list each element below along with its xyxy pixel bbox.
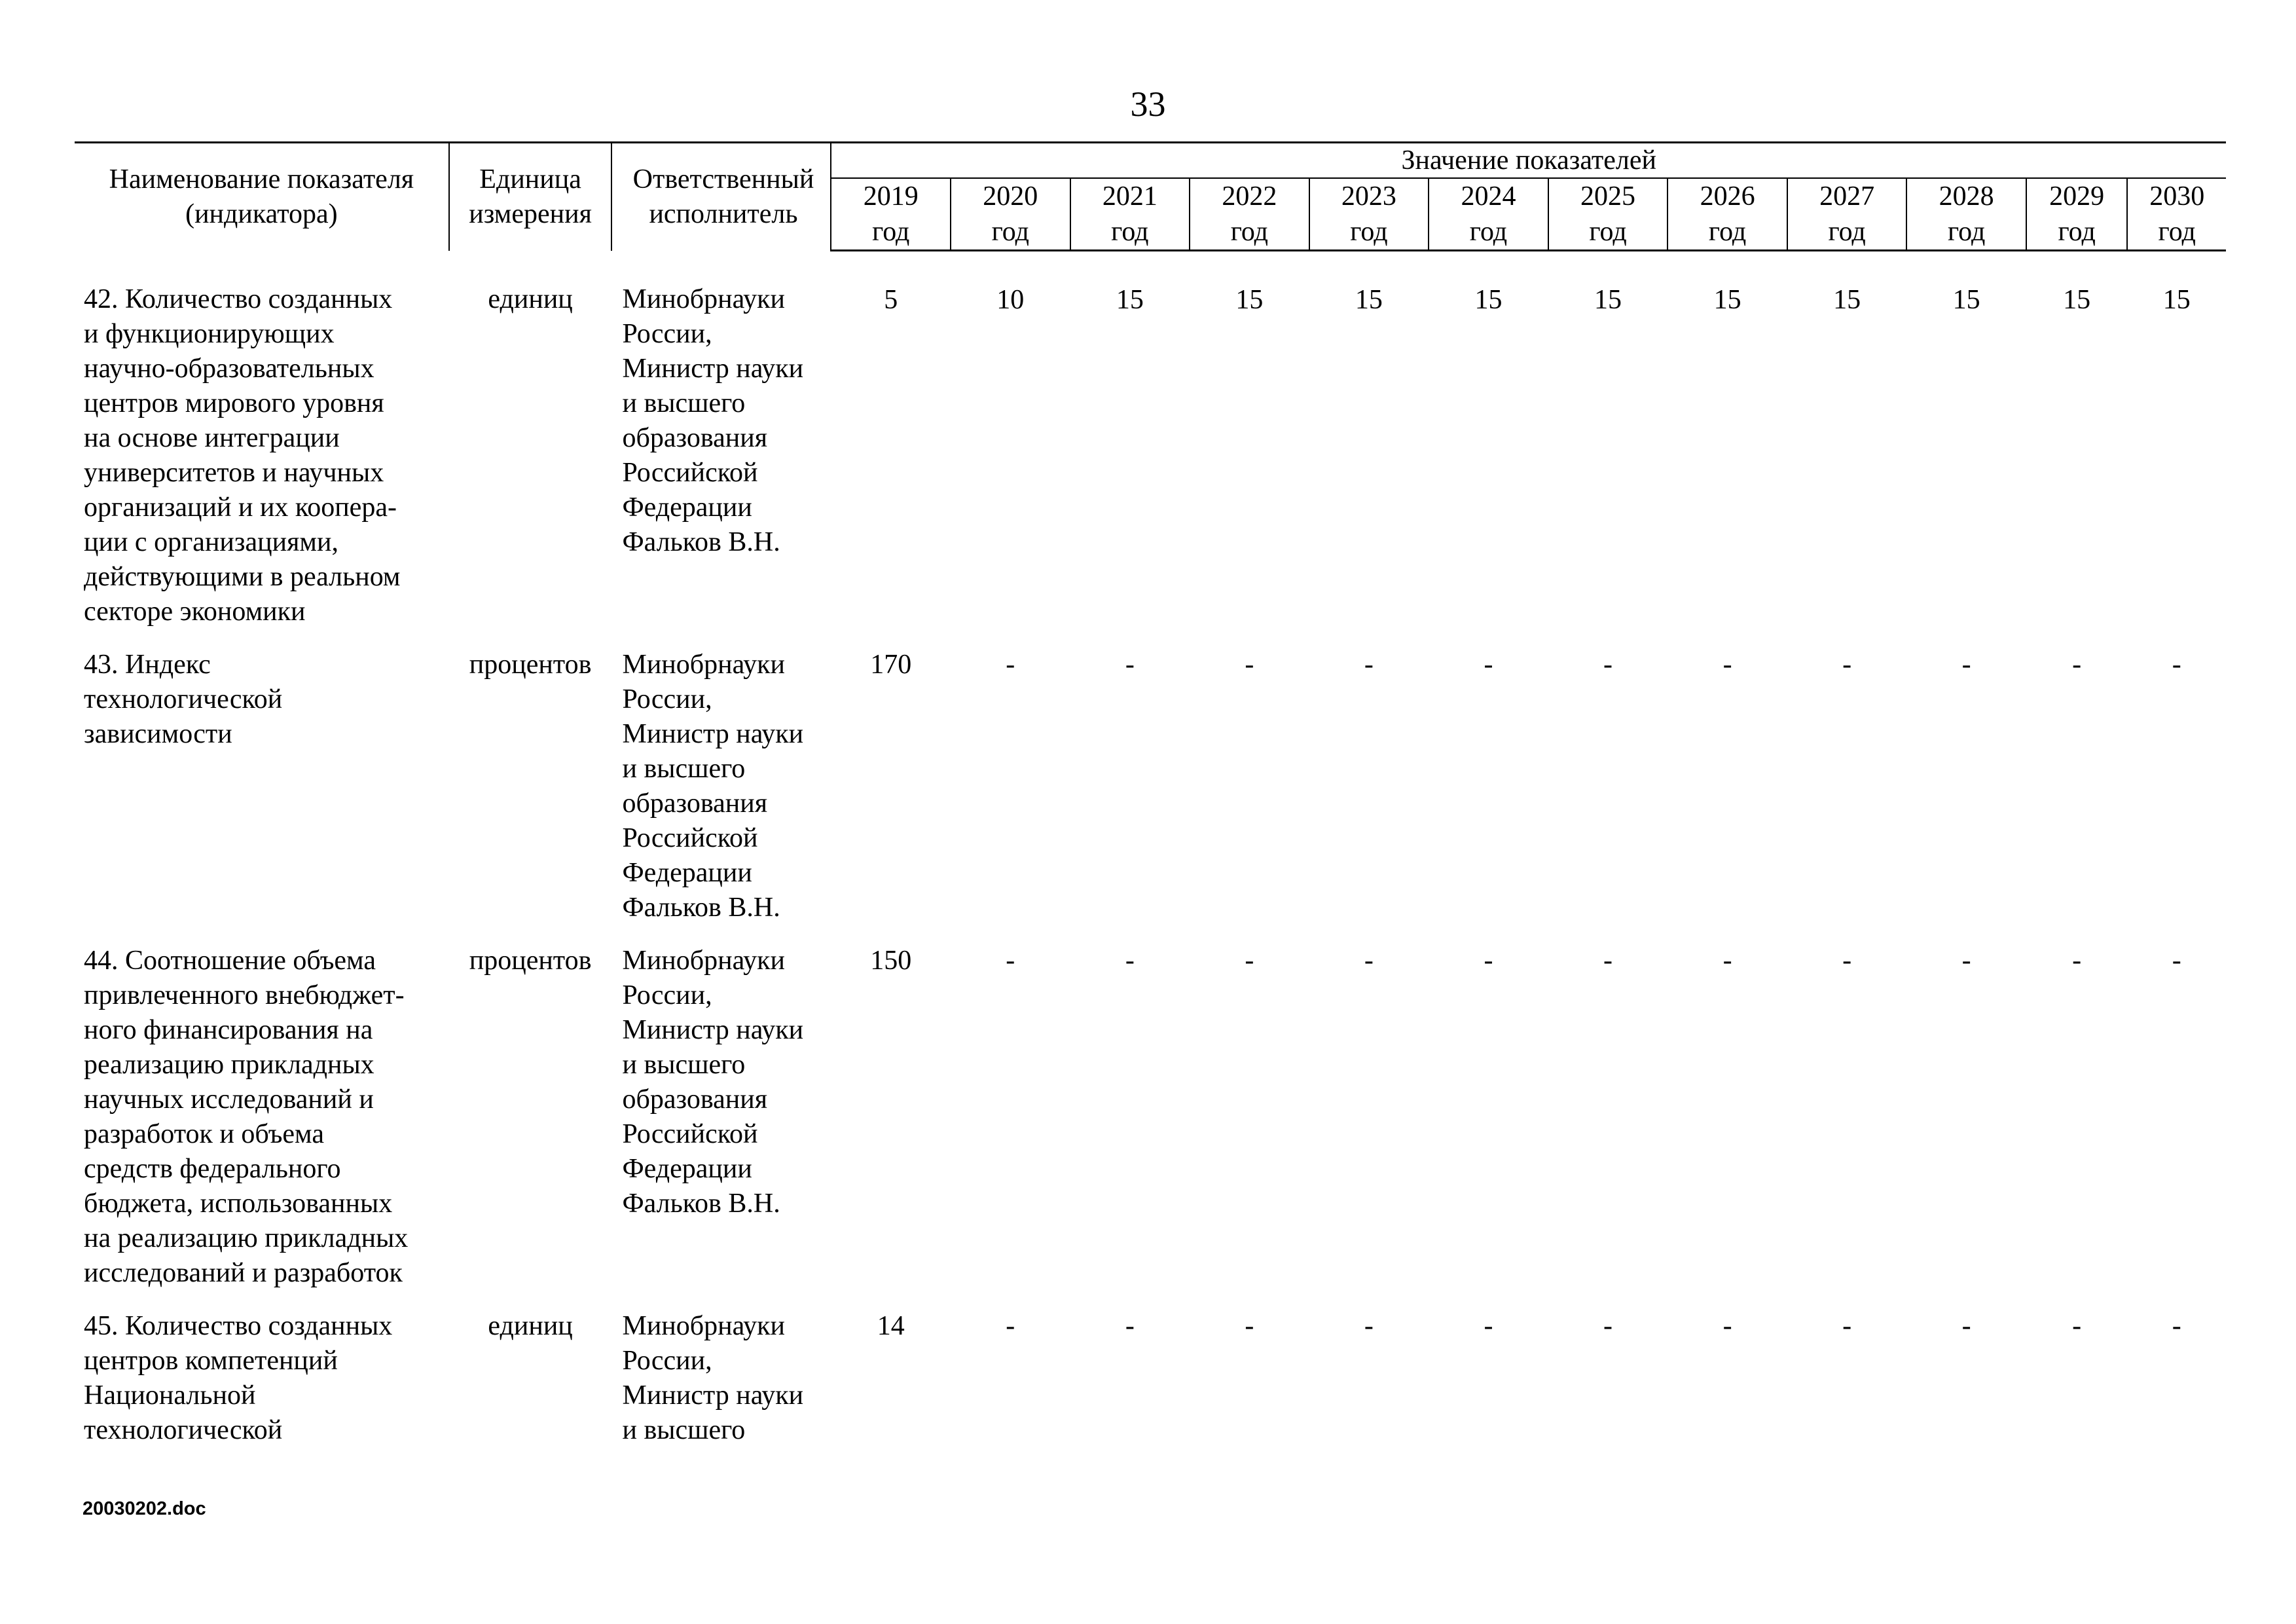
- indicator-name-line: технологической: [84, 1414, 283, 1445]
- header-year-suffix: год: [1469, 217, 1508, 247]
- header-year-number: 2020: [983, 181, 1038, 212]
- indicator-executor-line: и высшего: [622, 1414, 746, 1445]
- indicator-name-line: 44. Соотношение объема: [84, 945, 376, 976]
- indicator-value: 15: [1235, 285, 1264, 315]
- indicator-name-line: зависимости: [84, 718, 232, 749]
- indicator-name-line: научных исследований и: [84, 1084, 374, 1115]
- indicator-value: -: [2072, 649, 2082, 680]
- indicator-value: 15: [1713, 285, 1741, 315]
- header-year-suffix: год: [1230, 217, 1269, 247]
- header-year-suffix: год: [1589, 217, 1627, 247]
- indicator-value: -: [1364, 1310, 1374, 1341]
- indicator-value: 14: [877, 1310, 905, 1341]
- indicator-name-line: 45. Количество созданных: [84, 1310, 393, 1341]
- header-year-number: 2019: [863, 181, 919, 212]
- indicator-value: -: [1722, 945, 1732, 976]
- indicator-value: 15: [2063, 285, 2091, 315]
- table-row: [75, 648, 2226, 944]
- indicator-name-line: научно-образовательных: [84, 353, 374, 384]
- header-year: [2127, 178, 2226, 251]
- indicator-value: -: [2072, 945, 2082, 976]
- indicator-unit: единиц: [488, 284, 573, 314]
- table-row: [75, 1309, 2226, 1466]
- indicator-executor: [611, 251, 831, 648]
- indicator-name-line: и функционирующих: [84, 318, 335, 349]
- indicators-table: [75, 141, 2226, 1466]
- indicator-unit: единиц: [488, 1310, 573, 1341]
- indicator-value: -: [1842, 649, 1852, 680]
- indicator-value: -: [2172, 1310, 2181, 1341]
- header-year-suffix: год: [1350, 217, 1388, 247]
- indicator-name-line: действующими в реальном: [84, 561, 401, 592]
- indicator-executor-line: образования: [622, 422, 768, 453]
- indicator-name-line: бюджета, использованных: [84, 1188, 393, 1219]
- indicator-name-line: секторе экономики: [84, 596, 306, 627]
- indicator-value: 150: [870, 945, 912, 976]
- indicator-executor-line: Министр науки: [622, 1014, 804, 1045]
- table-row: [75, 944, 2226, 1309]
- indicator-executor-line: Минобрнауки: [622, 649, 786, 680]
- indicator-executor-line: Федерации: [622, 492, 752, 523]
- indicator-unit: процентов: [469, 649, 592, 680]
- indicator-value: -: [1484, 1310, 1493, 1341]
- indicator-name-line: исследований и разработок: [84, 1257, 403, 1288]
- indicator-name-line: ции с организациями,: [84, 526, 338, 557]
- indicator-value: -: [2172, 945, 2181, 976]
- indicator-value: 15: [1833, 285, 1861, 315]
- indicator-value: 15: [1474, 285, 1503, 315]
- indicator-executor-line: Минобрнауки: [622, 284, 786, 314]
- indicator-name-line: на основе интеграции: [84, 422, 340, 453]
- indicator-executor-line: Министр науки: [622, 353, 804, 384]
- indicator-value: -: [2072, 1310, 2082, 1341]
- indicator-executor-line: и высшего: [622, 388, 746, 418]
- indicator-value: 15: [2162, 285, 2191, 315]
- header-year: [1429, 178, 1548, 251]
- header-year-suffix: год: [872, 217, 910, 247]
- header-year: [2026, 178, 2127, 251]
- indicator-executor: [611, 944, 831, 1309]
- indicator-value: 10: [996, 285, 1025, 315]
- indicator-value: -: [1722, 649, 1732, 680]
- indicator-value: -: [1603, 945, 1613, 976]
- indicator-value: -: [1125, 649, 1135, 680]
- indicator-value: -: [1245, 649, 1254, 680]
- indicator-executor-line: Минобрнауки: [622, 1310, 786, 1341]
- indicator-executor-line: России,: [622, 1345, 712, 1376]
- indicator-value: -: [1484, 649, 1493, 680]
- header-year-number: 2023: [1341, 181, 1396, 212]
- indicator-executor-line: Фальков В.Н.: [622, 526, 780, 557]
- indicator-value: 15: [1594, 285, 1622, 315]
- indicator-value: -: [1364, 649, 1374, 680]
- indicator-name-line: центров компетенций: [84, 1345, 338, 1376]
- indicator-value: -: [1125, 945, 1135, 976]
- header-year-number: 2027: [1819, 181, 1875, 212]
- indicator-value: -: [1842, 945, 1852, 976]
- indicator-value: -: [1125, 1310, 1135, 1341]
- footer-file-name: 20030202.doc: [82, 1498, 206, 1519]
- indicator-executor: [611, 648, 831, 944]
- header-year-suffix: год: [2058, 217, 2096, 247]
- indicator-name-line: средств федерального: [84, 1153, 341, 1184]
- indicator-name: [75, 1309, 449, 1466]
- indicator-value: -: [1245, 945, 1254, 976]
- header-year: [951, 178, 1070, 251]
- header-year: [1309, 178, 1429, 251]
- indicator-name-line: реализацию прикладных: [84, 1049, 374, 1080]
- header-year: [1548, 178, 1668, 251]
- indicator-executor-line: России,: [622, 318, 712, 349]
- indicator-value: -: [1245, 1310, 1254, 1341]
- indicator-unit: процентов: [469, 945, 592, 976]
- header-year-number: 2026: [1700, 181, 1755, 212]
- indicator-value: -: [1006, 649, 1015, 680]
- indicator-executor-line: образования: [622, 788, 768, 819]
- indicator-executor-line: Российской: [622, 457, 758, 488]
- table-row: [75, 251, 2226, 648]
- header-year: [1906, 178, 2026, 251]
- header-year: [1190, 178, 1309, 251]
- header-year-suffix: год: [1947, 217, 1986, 247]
- indicator-name-line: технологической: [84, 684, 283, 714]
- indicator-value: -: [1364, 945, 1374, 976]
- indicator-executor-line: Фальков В.Н.: [622, 892, 780, 923]
- page-number: 33: [1130, 84, 1166, 124]
- indicator-executor-line: Российской: [622, 1118, 758, 1149]
- indicator-executor-line: России,: [622, 980, 712, 1010]
- header-year-suffix: год: [991, 217, 1029, 247]
- indicator-name-line: Национальной: [84, 1380, 256, 1411]
- indicator-name-line: 42. Количество созданных: [84, 284, 393, 314]
- indicator-name: [75, 648, 449, 944]
- indicator-name-line: ного финансирования на: [84, 1014, 373, 1045]
- indicator-name-line: университетов и научных: [84, 457, 384, 488]
- indicator-value: -: [1961, 649, 1971, 680]
- header-year-number: 2028: [1939, 181, 1994, 212]
- indicator-value: -: [1603, 1310, 1613, 1341]
- indicator-executor-line: Федерации: [622, 1153, 752, 1184]
- header-year-suffix: год: [1828, 217, 1866, 247]
- indicator-executor-line: Фальков В.Н.: [622, 1188, 780, 1219]
- header-year: [1667, 178, 1787, 251]
- header-executor: Ответственный исполнитель: [611, 143, 831, 251]
- header-values-group: Значение показателей: [831, 143, 2226, 179]
- indicators-body: [75, 251, 2226, 1466]
- indicator-value: -: [1603, 649, 1613, 680]
- indicator-executor-line: Российской: [622, 822, 758, 853]
- indicator-value: 15: [1355, 285, 1383, 315]
- header-year-number: 2024: [1461, 181, 1516, 212]
- indicator-name: [75, 251, 449, 648]
- indicator-value: 15: [1116, 285, 1144, 315]
- indicator-executor-line: России,: [622, 684, 712, 714]
- header-year-number: 2021: [1102, 181, 1157, 212]
- indicator-value: -: [1006, 945, 1015, 976]
- indicator-executor-line: Министр науки: [622, 1380, 804, 1411]
- indicator-executor-line: Федерации: [622, 857, 752, 888]
- indicator-name-line: на реализацию прикладных: [84, 1223, 409, 1253]
- indicator-executor-line: образования: [622, 1084, 768, 1115]
- indicator-name-line: центров мирового уровня: [84, 388, 384, 418]
- indicator-executor-line: и высшего: [622, 1049, 746, 1080]
- header-year-number: 2022: [1222, 181, 1277, 212]
- indicator-name-line: привлеченного внебюджет-: [84, 980, 405, 1010]
- header-year-number: 2029: [2049, 181, 2105, 212]
- indicator-value: -: [1484, 945, 1493, 976]
- header-unit: Единица измерения: [449, 143, 612, 251]
- indicator-name: [75, 944, 449, 1309]
- header-year: [1787, 178, 1907, 251]
- indicator-value: -: [1722, 1310, 1732, 1341]
- header-year-number: 2030: [2149, 181, 2205, 212]
- indicator-name-line: организаций и их коопера-: [84, 492, 397, 523]
- header-year-suffix: год: [2158, 217, 2196, 247]
- indicator-value: 5: [884, 285, 898, 315]
- indicator-value: -: [1961, 1310, 1971, 1341]
- indicator-value: -: [2172, 649, 2181, 680]
- header-year: [831, 178, 951, 251]
- header-indicator-name: Наименование показателя (индикатора): [75, 143, 449, 251]
- header-year-suffix: год: [1708, 217, 1747, 247]
- indicator-name-line: 43. Индекс: [84, 649, 211, 680]
- indicator-executor: [611, 1309, 831, 1466]
- indicator-executor-line: Министр науки: [622, 718, 804, 749]
- indicator-executor-line: и высшего: [622, 753, 746, 784]
- indicator-value: -: [1961, 945, 1971, 976]
- indicator-executor-line: Минобрнауки: [622, 945, 786, 976]
- header-year-number: 2025: [1580, 181, 1636, 212]
- indicator-value: 15: [1952, 285, 1980, 315]
- header-year: [1070, 178, 1190, 251]
- indicator-value: -: [1842, 1310, 1852, 1341]
- indicator-name-line: разработок и объема: [84, 1118, 324, 1149]
- header-year-suffix: год: [1111, 217, 1149, 247]
- indicator-value: 170: [870, 649, 912, 680]
- indicator-value: -: [1006, 1310, 1015, 1341]
